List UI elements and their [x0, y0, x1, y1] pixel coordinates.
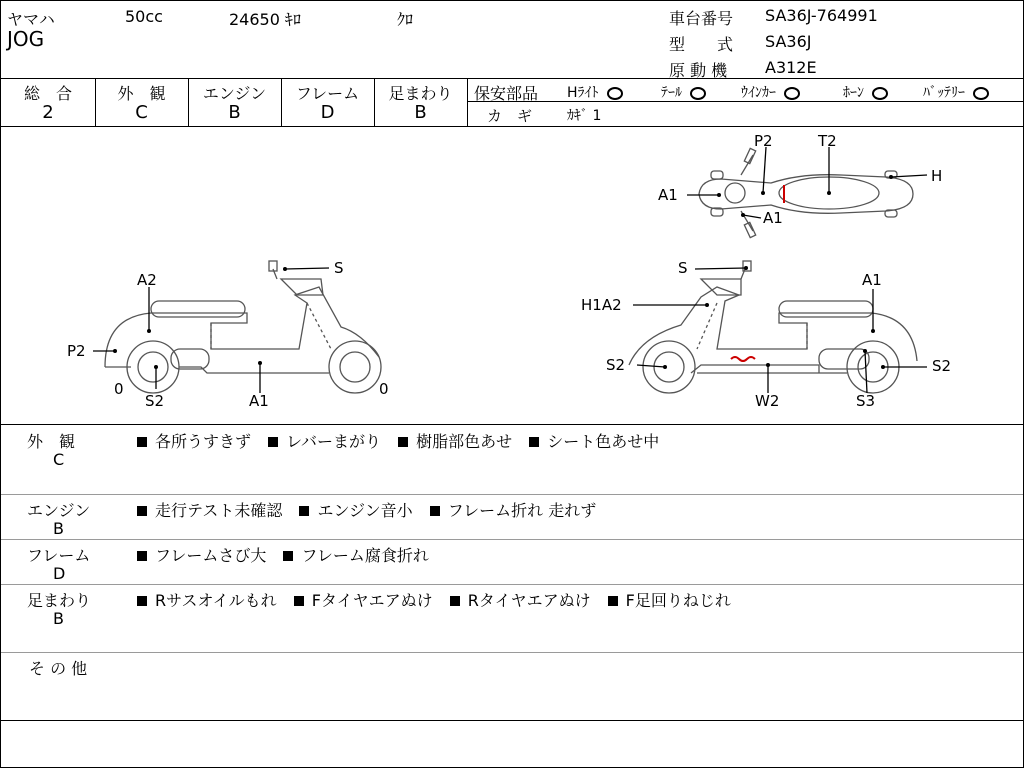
maker: ヤマハ: [7, 10, 55, 29]
engine-value: A312E: [765, 58, 817, 77]
scooter-top-view: [699, 148, 913, 237]
damage-diagram: [1, 127, 1023, 423]
safety-item-horn: ﾎｰﾝ: [843, 82, 888, 102]
remark-grade-engine: B: [53, 519, 64, 538]
remark-items-frame: [137, 543, 441, 566]
remark-items-suspension: [137, 588, 743, 611]
grade-value-frame: D: [320, 102, 335, 123]
safety-item-tail: ﾃｰﾙ: [661, 82, 706, 102]
bullet-square-icon: [283, 551, 293, 561]
divider: [1, 78, 1023, 79]
remark-item: フレームさび大: [155, 546, 267, 565]
remark-category-engine: エンジン: [27, 501, 91, 520]
remark-item: Rタイヤエアぬけ: [467, 591, 591, 610]
remark-items-exterior: [137, 429, 671, 452]
ok-circle-icon: [872, 87, 888, 100]
safety-title: 保安部品: [474, 84, 539, 103]
remark-grade-exterior: C: [53, 450, 65, 469]
diagram-label-s2-left: S2: [145, 392, 165, 410]
grade-label-exterior: 外 観: [117, 84, 166, 103]
diagram-label-zero-rear: 0: [379, 380, 389, 398]
remark-item: Fタイヤエアぬけ: [311, 591, 433, 610]
remark-item: フレーム折れ 走れず: [447, 501, 597, 520]
diagram-label-w2: W2: [755, 392, 780, 410]
color: ｸﾛ: [397, 10, 414, 29]
ok-circle-icon: [607, 87, 623, 100]
diagram-label-s-left: S: [334, 259, 344, 277]
safety-item-battery: ﾊﾞｯﾃﾘｰ: [923, 82, 989, 102]
bullet-square-icon: [137, 596, 147, 606]
grade-value-suspension: B: [414, 102, 427, 123]
grade-label-suspension: 足まわり: [388, 84, 453, 103]
model-name: JOG: [7, 27, 45, 51]
bullet-square-icon: [450, 596, 460, 606]
divider: [1, 539, 1023, 540]
divider: [1, 584, 1023, 585]
diagram-label-s2-right-rear: S2: [932, 357, 952, 375]
remark-item: 各所うすきず: [155, 432, 252, 451]
grade-value-engine: B: [228, 102, 241, 123]
ok-circle-icon: [784, 87, 800, 100]
remark-item: Rサスオイルもれ: [155, 591, 277, 610]
frame-no: SA36J-764991: [765, 6, 878, 25]
key-value: ｶｷﾞ 1: [567, 108, 602, 124]
bullet-square-icon: [137, 506, 147, 516]
key-label: カ ギ: [487, 107, 533, 125]
diagram-label-a1-left: A1: [249, 392, 269, 410]
label-leaders: [93, 147, 927, 393]
ok-circle-icon: [690, 87, 706, 100]
label-dots: [113, 175, 893, 369]
bullet-square-icon: [137, 551, 147, 561]
divider: [467, 78, 468, 126]
remark-grade-suspension: B: [53, 609, 64, 628]
bullet-square-icon: [398, 437, 408, 447]
remark-item: エンジン音小: [317, 501, 413, 520]
remark-items-engine: [137, 498, 608, 521]
frame-no-label: 車台番号: [669, 9, 734, 28]
remark-category-frame: フレーム: [27, 546, 91, 565]
mileage: 24650 ｷﾛ: [229, 10, 301, 29]
diagram-label-t2: T2: [818, 132, 837, 150]
diagram-label-p2-top: P2: [754, 132, 773, 150]
remark-item: シート色あせ中: [547, 432, 660, 451]
bullet-square-icon: [529, 437, 539, 447]
divider: [1, 720, 1023, 721]
remark-item: フレーム腐食折れ: [301, 546, 429, 565]
safety-item-headlight: Hﾗｲﾄ: [567, 82, 623, 102]
grade-label-engine: エンジン: [202, 84, 267, 103]
diagram-label-a1-top: A1: [763, 209, 783, 227]
diagram-label-s3: S3: [856, 392, 876, 410]
grade-label-frame: フレーム: [295, 84, 360, 103]
diagram-label-h1a2: H1A2: [581, 296, 622, 314]
divider: [1, 494, 1023, 495]
bullet-square-icon: [137, 437, 147, 447]
diagram-label-a1-top-left: A1: [658, 186, 678, 204]
remark-item: 走行テスト未確認: [155, 501, 283, 520]
bullet-square-icon: [608, 596, 618, 606]
diagram-label-a1-right: A1: [862, 271, 882, 289]
remark-item: F足回りねじれ: [625, 591, 731, 610]
bullet-square-icon: [430, 506, 440, 516]
diagram-label-a2-left: A2: [137, 271, 157, 289]
diagram-label-s-right: S: [678, 259, 688, 277]
divider: [1, 424, 1023, 425]
diagram-label-h: H: [931, 167, 943, 185]
grade-value-overall: 2: [42, 102, 54, 123]
ok-circle-icon: [973, 87, 989, 100]
safety-item-winker: ｳｲﾝｶｰ: [741, 82, 800, 102]
grade-value-exterior: C: [135, 102, 148, 123]
type-label: 型 式: [669, 35, 734, 54]
diagram-label-p2-left: P2: [67, 342, 86, 360]
diagram-label-zero-front: 0: [114, 380, 124, 398]
remark-category-other: そ の 他: [29, 659, 88, 678]
divider: [1, 652, 1023, 653]
remark-grade-frame: D: [53, 564, 66, 583]
diagram-label-s2-right-front: S2: [606, 356, 626, 374]
grade-label-overall: 総 合: [23, 84, 72, 103]
engine-label: 原 動 機: [669, 61, 728, 80]
engine-cc: 50cc: [125, 7, 163, 26]
bullet-square-icon: [299, 506, 309, 516]
remark-item: 樹脂部色あせ: [416, 432, 513, 451]
remark-item: レバーまがり: [286, 432, 381, 451]
remark-category-exterior: 外 観: [27, 432, 76, 451]
bullet-square-icon: [294, 596, 304, 606]
type-value: SA36J: [765, 32, 812, 51]
remark-category-suspension: 足まわり: [27, 591, 92, 610]
bullet-square-icon: [268, 437, 278, 447]
